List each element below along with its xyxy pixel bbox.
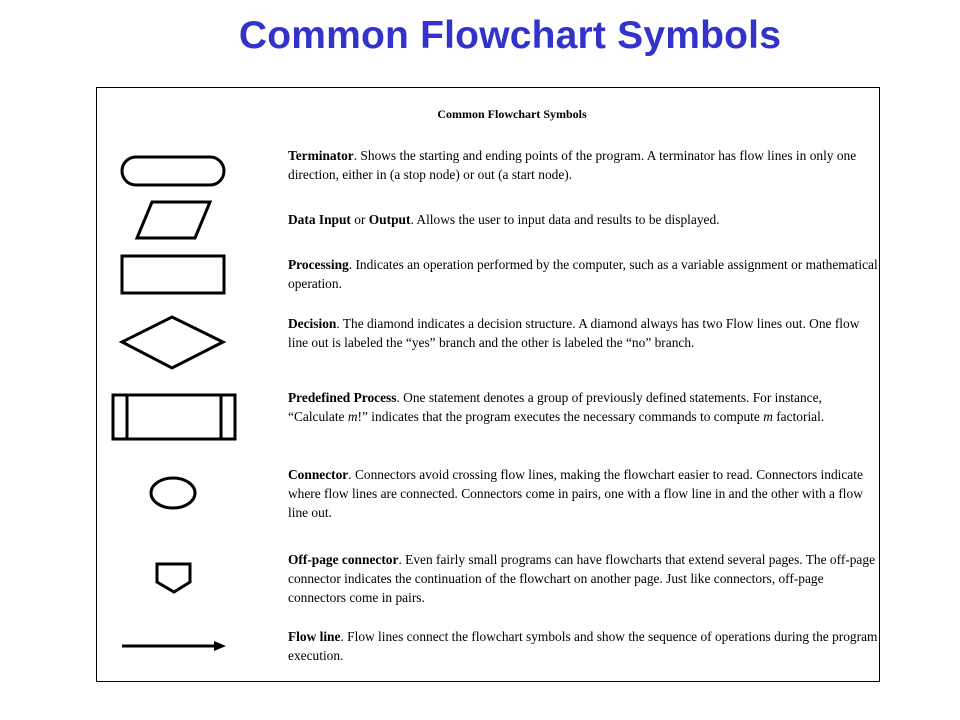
symbol-description: Flow lines connect the flowchart symbols and show the sequence of operations during the program execution. [288,629,878,663]
symbol-name-joiner: or [350,212,369,227]
symbol-name-suffix: . [353,148,358,163]
symbol-name-suffix: . [348,257,353,272]
symbol-name-suffix: . [398,552,402,567]
predefined-process-icon [113,395,235,439]
symbol-name: Data Input [288,212,351,227]
math-variable: m [763,409,773,424]
symbol-name-suffix: . [396,390,400,405]
slide-title: Common Flowchart Symbols [238,14,782,57]
description-processing [288,255,878,293]
symbol-name: Terminator [288,148,354,163]
flow-line-arrow-icon [122,641,226,651]
symbol-description: Shows the starting and ending points of the program. A terminator has flow lines in only one direction, either in (a stop node) or out (a start node). [288,148,857,182]
symbol-name: Decision [288,316,337,331]
parallelogram-icon [137,202,210,238]
description-connector [288,465,878,522]
rounded-rectangle-icon [122,157,224,185]
symbol-name: Predefined Process [288,390,397,405]
symbol-name-secondary: Output [368,212,411,227]
symbol-name: Flow line [288,629,341,644]
symbol-name-suffix: . [348,467,352,482]
description-predefined-process [288,388,878,426]
symbol-description-part: One statement denotes a group of previously defined statements. For instance, “Calculate [288,390,822,424]
panel-heading: Common Flowchart Symbols [437,107,587,121]
description-data-input-output [288,210,878,229]
symbol-name: Processing [288,257,349,272]
off-page-connector-icon [157,564,190,592]
symbol-name: Connector [288,467,349,482]
symbol-description-part: !” indicates that the program executes the necessary commands to compute [357,409,764,424]
rectangle-icon [122,256,224,293]
symbol-description: Allows the user to input data and results to be displayed. [413,212,720,227]
symbol-description: Connectors avoid crossing flow lines, making the flowchart easier to read. Connectors indicate where flow lines are connected. Connectors come in pairs, one with a flow line in and the other with a flow line out. [288,467,863,520]
symbol-name-suffix: . [340,629,344,644]
diamond-icon [122,317,223,368]
math-variable: m [347,409,358,424]
description-off-page-connector [288,550,878,607]
symbol-name-suffix: . [336,316,340,331]
description-flow-line [288,627,878,665]
symbol-name-suffix: . [410,212,414,227]
symbol-description: The diamond indicates a decision structure. A diamond always has two Flow lines out. One flow line out is labeled the “yes” branch and the other is labeled the “no” branch. [288,316,860,350]
symbol-description: Even fairly small programs can have flowcharts that extend several pages. The off-page connector indicates the continuation of the flowchart on another page. Just like connectors, off-page connectors come in pairs. [288,552,876,605]
description-terminator [288,146,878,184]
symbol-description: Indicates an operation performed by the computer, such as a variable assignment or mathematical operation. [288,257,878,291]
connector-circle-icon [151,478,195,508]
symbol-name: Off-page connector [288,552,399,567]
symbol-description-part: factorial. [772,409,825,424]
description-decision [288,314,878,352]
